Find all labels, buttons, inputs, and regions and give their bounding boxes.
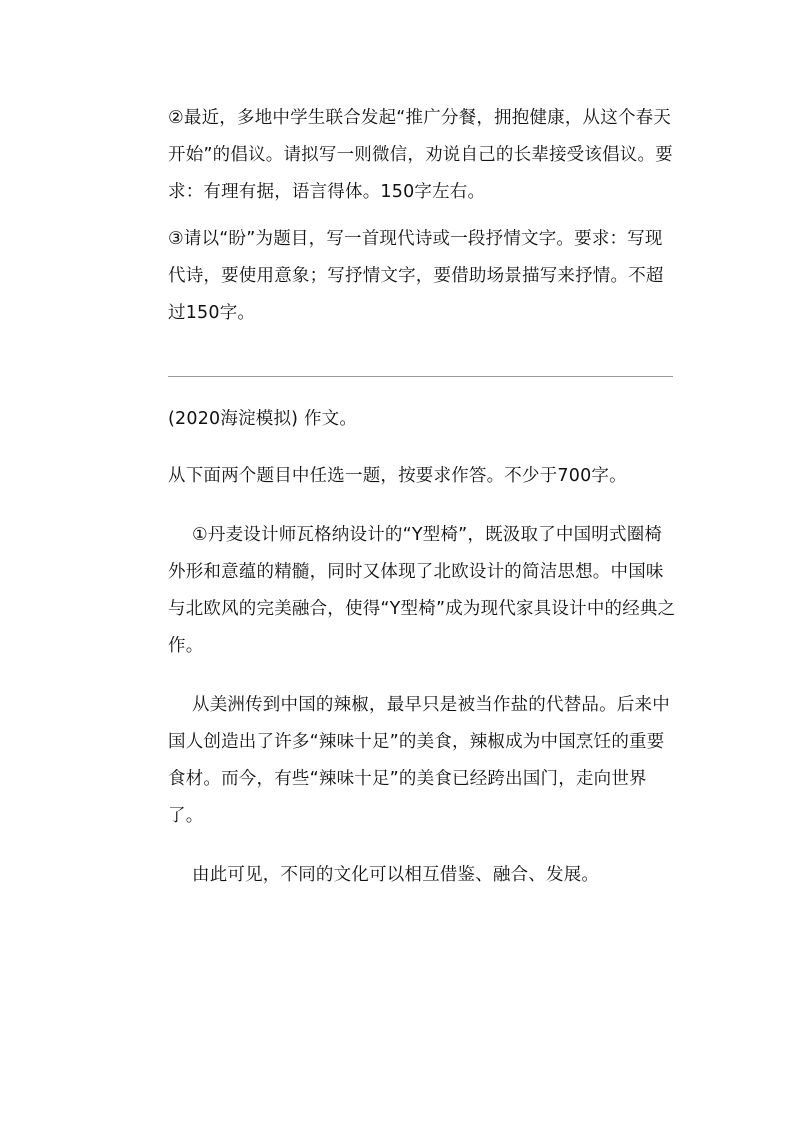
essay-heading: (2020海淀模拟) 作文。 xyxy=(168,409,358,429)
essay-material-paragraph-2: 从美洲传到中国的辣椒，最早只是被当作盐的代替品。后来中国人创造出了许多“辣味十足”的美食，辣椒成为中国烹饪的重要食材。而今，有些“辣味十足”的美食已经跨出国门，走向世界了。 xyxy=(168,695,670,826)
writing-prompt-2: ②最近，多地中学生联合发起“推广分餐，拥抱健康，从这个春天开始”的倡议。请拟写一则微信，劝说自己的长辈接受该倡议。要求：有理有据，语言得体。150字左右。 xyxy=(168,108,673,202)
essay-instruction: 从下面两个题目中任选一题，按要求作答。不少于700字。 xyxy=(168,466,627,486)
document-content xyxy=(168,100,678,894)
essay-material-paragraph-3: 由此可见，不同的文化可以相互借鉴、融合、发展。 xyxy=(192,865,600,885)
essay-material-paragraph-1: ①丹麦设计师瓦格纳设计的“Y型椅”，既汲取了中国明式圈椅外形和意蕴的精髓，同时又体现了北欧设计的简洁思想。中国味与北欧风的完美融合，使得“Y型椅”成为现代家具设计中的经典之作。 xyxy=(168,525,676,656)
writing-prompt-3: ③请以“盼”为题目，写一首现代诗或一段抒情文字。要求：写现代诗，要使用意象；写抒情文字，要借助场景描写来抒情。不超过150字。 xyxy=(168,229,664,323)
section-divider xyxy=(168,376,673,377)
